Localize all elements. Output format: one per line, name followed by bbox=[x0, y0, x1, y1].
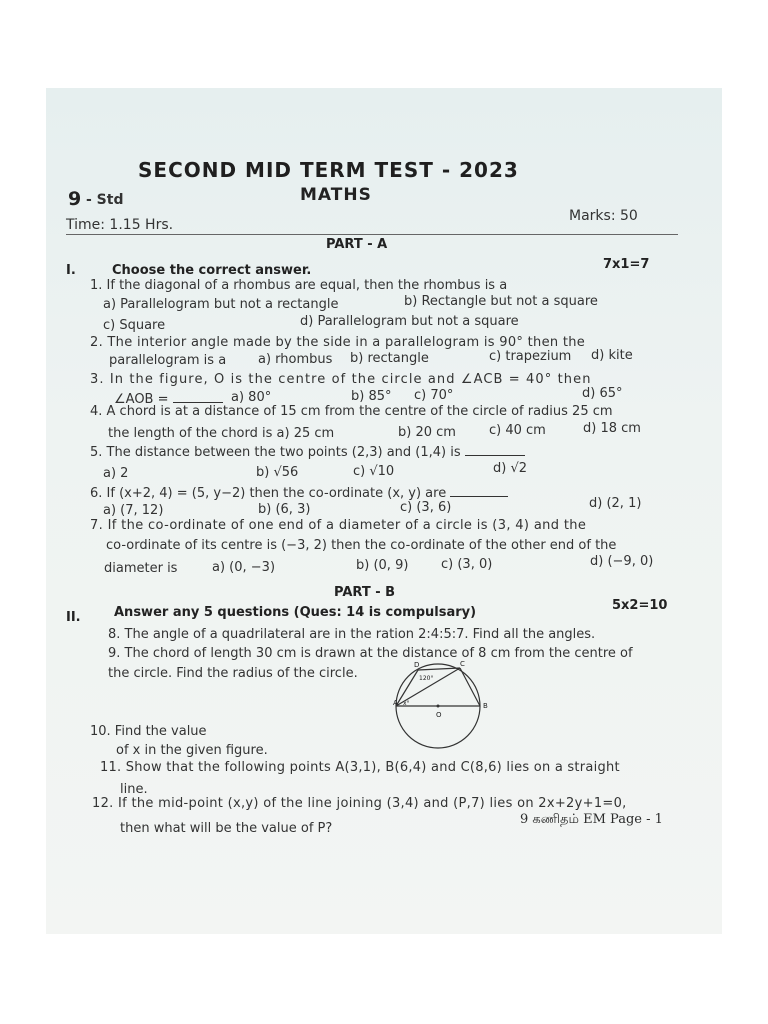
q7-option-b: b) (0, 9) bbox=[356, 558, 409, 573]
q7-option-d: d) (−9, 0) bbox=[590, 554, 654, 569]
q1-option-a: a) Parallelogram but not a rectangle bbox=[103, 297, 339, 312]
question-12-line-1: 12. If the mid-point (x,y) of the line joining (3,4) and (P,7) lies on 2x+2y+1=0, bbox=[92, 796, 627, 811]
question-10-line-1: 10. Find the value bbox=[90, 724, 207, 739]
question-5 bbox=[90, 443, 525, 462]
part-b-marks: 5x2=10 bbox=[612, 598, 668, 613]
question-1: 1. If the diagonal of a rhombus are equal, then the rhombus is a bbox=[90, 278, 508, 293]
question-8: 8. The angle of a quadrilateral are in the ration 2:4:5:7. Find all the angles. bbox=[108, 627, 596, 642]
question-11-line-2: line. bbox=[120, 782, 148, 797]
q3-angle-prompt: ∠AOB = bbox=[114, 392, 169, 407]
q1-option-d: d) Parallelogram but not a square bbox=[300, 314, 519, 329]
q3-option-b: b) 85° bbox=[351, 389, 392, 404]
question-4: 4. A chord is at a distance of 15 cm from the centre of the circle of radius 25 cm bbox=[90, 404, 613, 419]
label-a: A bbox=[393, 699, 398, 707]
part-a-heading: PART - A bbox=[326, 237, 388, 252]
marks-label: Marks: 50 bbox=[569, 208, 638, 224]
q7-option-a: a) (0, −3) bbox=[212, 560, 276, 575]
question-9-line-1: 9. The chord of length 30 cm is drawn at the distance of 8 cm from the centre of bbox=[108, 646, 633, 661]
question-7: 7. If the co-ordinate of one end of a diameter of a circle is (3, 4) and the bbox=[90, 518, 587, 533]
q7-line-3: diameter is bbox=[104, 561, 178, 576]
q5-blank bbox=[465, 443, 525, 456]
chord-dc bbox=[418, 668, 460, 670]
part-b-heading: PART - B bbox=[334, 585, 396, 600]
q2-option-a: a) rhombus bbox=[258, 352, 333, 367]
exam-paper bbox=[46, 88, 722, 934]
question-9-line-2: the circle. Find the radius of the circle. bbox=[108, 666, 358, 681]
q6-option-b: b) (6, 3) bbox=[258, 502, 311, 517]
q6-option-c: c) (3, 6) bbox=[400, 500, 452, 515]
label-o: O bbox=[436, 711, 442, 719]
question-3: 3. In the figure, O is the centre of the circle and ∠ACB = 40° then bbox=[90, 372, 592, 387]
q5-option-c: c) √10 bbox=[353, 464, 395, 479]
q4-line-2: the length of the chord is a) 25 cm bbox=[108, 426, 335, 441]
q6-blank bbox=[450, 484, 508, 497]
q3-option-d: d) 65° bbox=[582, 386, 623, 401]
q2-option-c: c) trapezium bbox=[489, 349, 572, 364]
q5-option-b: b) √56 bbox=[256, 465, 299, 480]
std-label: - Std bbox=[86, 192, 124, 208]
q5-text: 5. The distance between the two points (2,3) and (1,4) is bbox=[90, 445, 461, 460]
part-a-section-number: I. bbox=[66, 263, 76, 278]
angle-x-label: x° bbox=[403, 700, 410, 707]
q3-option-c: c) 70° bbox=[414, 388, 454, 403]
page-footer: 9 கணிதம் EM Page - 1 bbox=[520, 812, 663, 827]
q6-text: 6. If (x+2, 4) = (5, y−2) then the co-ordinate (x, y) are bbox=[90, 486, 447, 501]
q1-option-c: c) Square bbox=[103, 318, 166, 333]
q4-option-b: b) 20 cm bbox=[398, 425, 456, 440]
label-b: B bbox=[483, 702, 488, 710]
q4-option-c: c) 40 cm bbox=[489, 423, 546, 438]
label-c: C bbox=[460, 660, 465, 668]
q1-option-b: b) Rectangle but not a square bbox=[404, 294, 598, 309]
angle-120-label: 120° bbox=[419, 675, 434, 682]
q3-blank bbox=[173, 390, 223, 403]
q4-option-d: d) 18 cm bbox=[583, 421, 641, 436]
label-d: D bbox=[414, 661, 420, 669]
part-b-section-number: II. bbox=[66, 610, 81, 625]
q6-option-a: a) (7, 12) bbox=[103, 503, 164, 518]
q7-line-2: co-ordinate of its centre is (−3, 2) then the co-ordinate of the other end of the bbox=[106, 538, 617, 553]
question-10-line-2: of x in the given figure. bbox=[116, 743, 268, 758]
part-a-instruction: Choose the correct answer. bbox=[112, 263, 312, 278]
q2-line-2: parallelogram is a bbox=[109, 353, 227, 368]
part-b-instruction: Answer any 5 questions (Ques: 14 is compulsary) bbox=[114, 605, 477, 620]
q3-option-a: a) 80° bbox=[231, 390, 272, 405]
subject-title: MATHS bbox=[300, 185, 372, 205]
chord-cb bbox=[460, 668, 480, 706]
header-rule bbox=[66, 234, 678, 235]
question-12-line-2: then what will be the value of P? bbox=[120, 821, 333, 836]
circle-figure bbox=[394, 660, 506, 752]
q2-option-b: b) rectangle bbox=[350, 351, 429, 366]
question-11-line-1: 11. Show that the following points A(3,1), B(6,4) and C(8,6) lies on a straight bbox=[100, 760, 620, 775]
q7-option-c: c) (3, 0) bbox=[441, 557, 493, 572]
exam-title: SECOND MID TERM TEST - 2023 bbox=[138, 158, 519, 182]
q5-option-d: d) √2 bbox=[493, 461, 528, 476]
centre-point bbox=[437, 705, 440, 708]
question-2: 2. The interior angle made by the side in a parallelogram is 90° then the bbox=[90, 335, 586, 350]
q6-option-d: d) (2, 1) bbox=[589, 496, 642, 511]
q5-option-a: a) 2 bbox=[103, 466, 129, 481]
q2-option-d: d) kite bbox=[591, 348, 633, 363]
time-label: Time: 1.15 Hrs. bbox=[66, 217, 174, 233]
std-number: 9 bbox=[68, 188, 82, 210]
part-a-marks: 7x1=7 bbox=[603, 257, 650, 272]
